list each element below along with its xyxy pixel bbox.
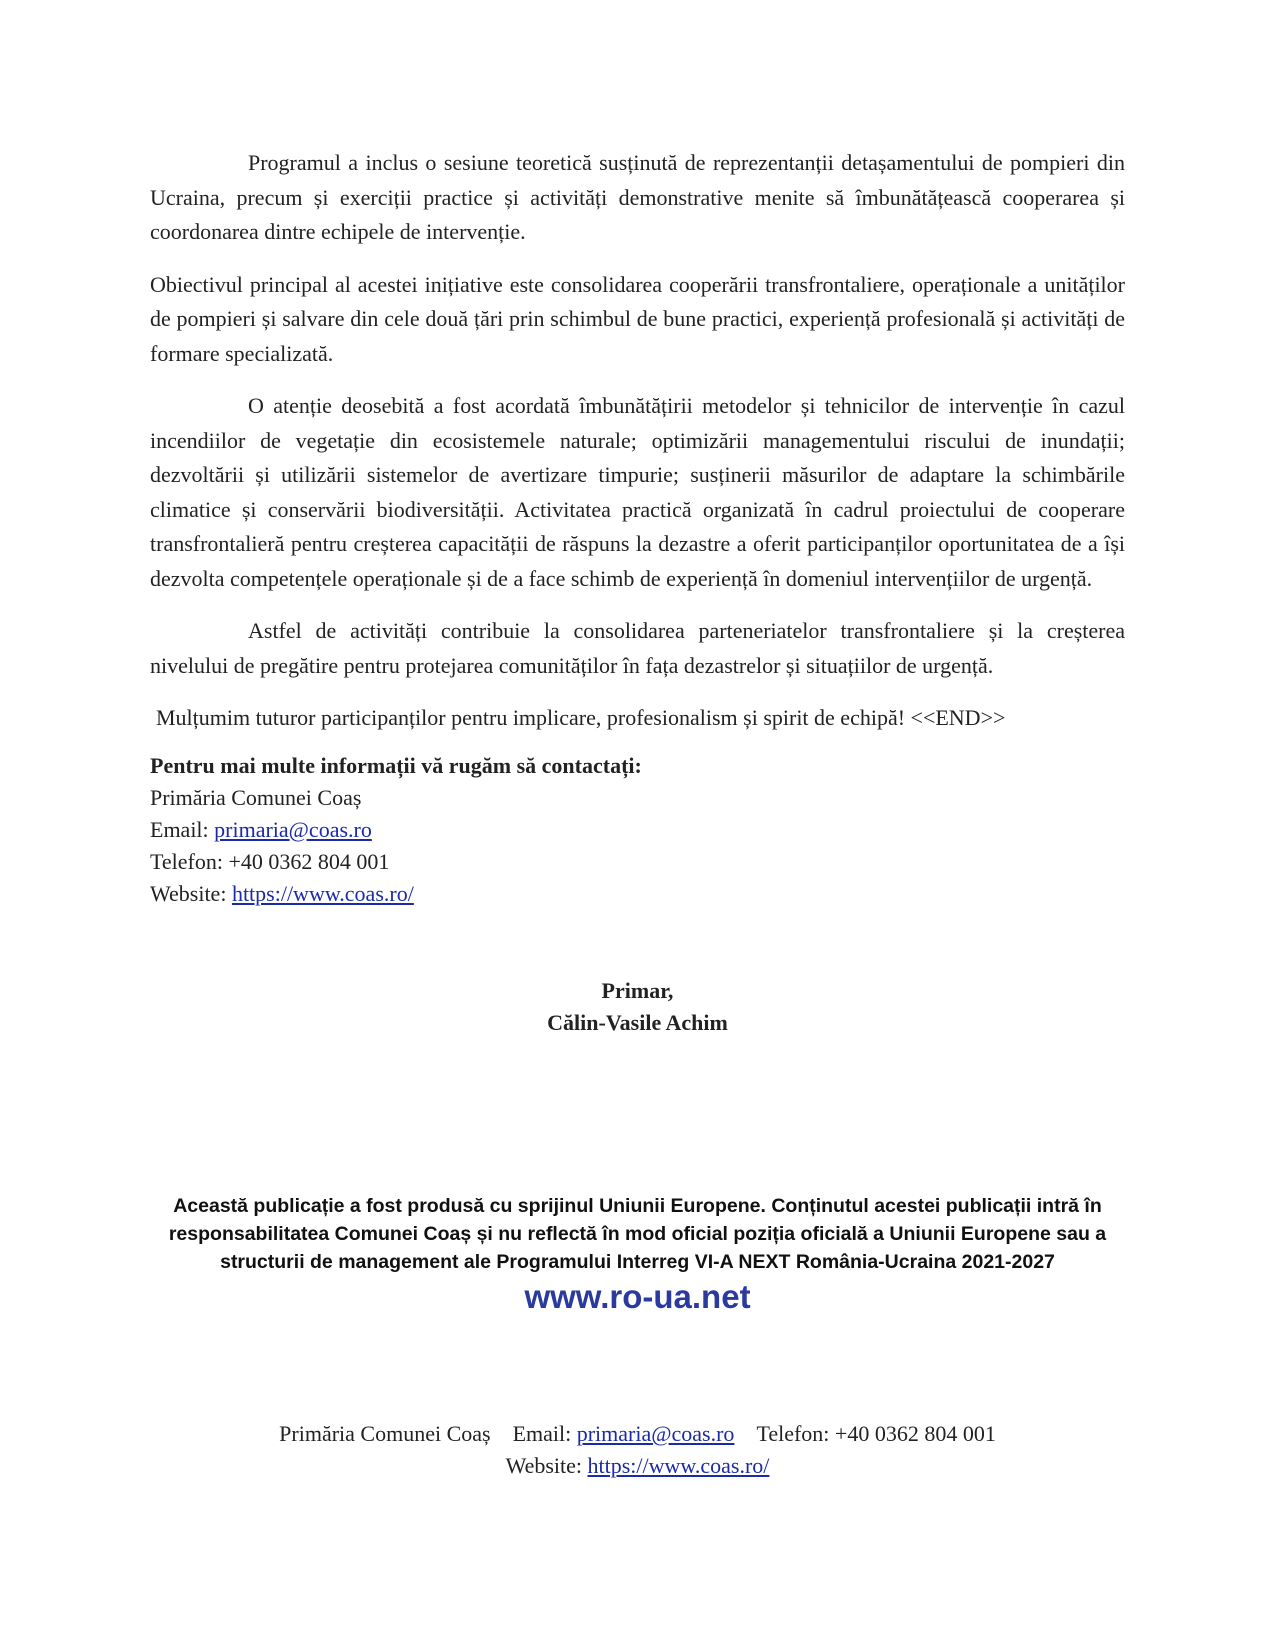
footer-website-label: Website:	[505, 1453, 588, 1478]
footer-line-1	[0, 1418, 1275, 1450]
contact-email-label: Email:	[150, 816, 215, 842]
contact-website-link[interactable]: https://www.coas.ro/	[231, 880, 414, 906]
footer-website-link[interactable]: https://www.coas.ro/	[587, 1453, 770, 1478]
footer-line-2	[0, 1450, 1275, 1482]
paragraph-1: Programul a inclus o sesiune teoretică susținută de reprezentanții detașamentului de pompieri din Ucraina, precum și exerciții practice și activități demonstrative menite să îmbunătățească cooperarea și coordonarea dintre echipele de intervenție.	[150, 150, 1125, 244]
contact-website-line	[150, 878, 1125, 910]
footer-org: Primăria Comunei Coaș	[279, 1421, 491, 1446]
paragraph-3: O atenție deosebită a fost acordată îmbunătățirii metodelor și tehnicilor de intervenție în cazul incendiilor de vegetație din ecosistemele naturale; optimizării managementului riscului de inundații; dezvoltării și utilizării sistemelor de avertizare timpurie; susținerii măsurilor de adaptare la schimbările climatice și conservării biodiversității. Activitatea practică organizată în cadrul proiectului de cooperare transfrontalieră pentru creșterea capacității de răspuns la dezastre a oferit participanților oportunitatea de a își dezvolta competențele operaționale și de a face schimb de experiență în domeniul intervențiilor de urgență.	[150, 393, 1125, 591]
contact-org: Primăria Comunei Coaș	[150, 784, 362, 810]
program-website: www.ro-ua.net	[524, 1278, 751, 1315]
signature-name: Călin-Vasile Achim	[547, 1010, 728, 1035]
closing-thanks: Mulțumim tuturor participanților pentru implicare, profesionalism și spirit de echipă! <<END>>	[156, 705, 1006, 730]
contact-heading: Pentru mai multe informații vă rugăm să contactați:	[150, 752, 642, 778]
paragraph-2: Obiectivul principal al acestei inițiative este consolidarea cooperării transfrontaliere, operaționale a unităților de pompieri și salvare din cele două țări prin schimbul de bune practici, experiență profesională și activități de formare specializată.	[150, 271, 1125, 366]
footer	[0, 1418, 1275, 1482]
contact-phone: Telefon: +40 0362 804 001	[150, 848, 390, 874]
footer-phone: Telefon: +40 0362 804 001	[756, 1421, 996, 1446]
contact-website-label: Website:	[150, 880, 232, 906]
footer-email-link[interactable]: primaria@coas.ro	[576, 1421, 735, 1446]
eu-disclaimer: Această publicație a fost produsă cu sprijinul Uniunii Europene. Conținutul acestei publicații intră în responsabilitatea Comunei Coaș și nu reflectă în mod oficial poziția oficială a Uniunii Europene sau a structurii de management ale Programului Interreg VI-A NEXT România-Ucraina 2021-2027	[168, 1195, 1107, 1273]
contact-email-link[interactable]: primaria@coas.ro	[214, 816, 372, 842]
contact-block	[150, 750, 1125, 910]
signature-title: Primar,	[601, 978, 674, 1003]
footer-email-label: Email:	[512, 1421, 577, 1446]
contact-email-line	[150, 814, 1125, 846]
paragraph-4: Astfel de activități contribuie la consolidarea parteneriatelor transfrontaliere și la creșterea nivelului de pregătire pentru protejarea comunităților în fața dezastrelor și situațiilor de urgență.	[150, 618, 1125, 678]
body-text	[150, 146, 1125, 910]
signature-block	[0, 975, 1275, 1039]
